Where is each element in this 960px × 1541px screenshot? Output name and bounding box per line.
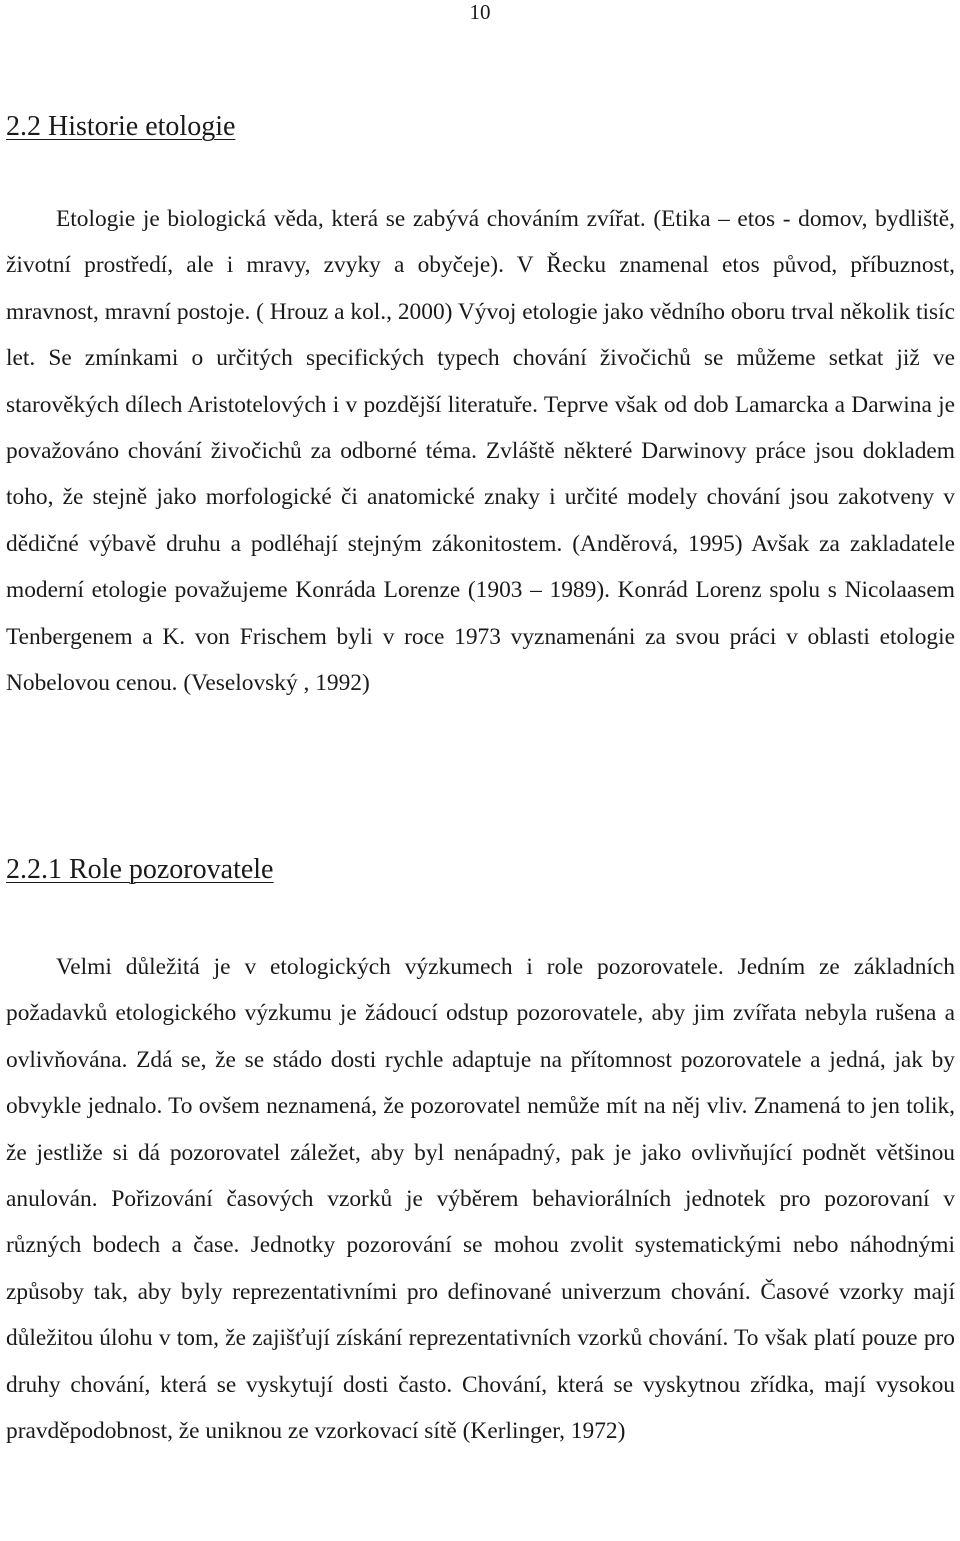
subsection-heading: 2.2.1 Role pozorovatele (6, 854, 274, 885)
subsection-paragraph: Velmi důležitá je v etologických výzkumech i role pozorovatele. Jedním ze základních požadavků etologického výzkumu je žádoucí odstup pozorovatele, aby jim zvířata nebyla rušena a ovlivňována. Zdá se, že se stádo dosti rychle adaptuje na přítomnost pozorovatele a jedná, jak by obvykle jednalo. To ovšem neznamená, že pozorovatel nemůže mít na něj vliv. Znamená to jen tolik, že jestliže si dá pozorovatel záležet, aby byl nenápadný, pak je jako ovlivňující podnět většinou anulován. Pořizování časových vzorků je výběrem behaviorálních jednotek pro pozorovaní v různých bodech a čase. Jednotky pozorování se mohou zvolit systematickými nebo náhodnými způsoby tak, aby byly reprezentativními pro definované univerzum chování. Časové vzorky mají důležitou úlohu v tom, že zajišťují získání reprezentativních vzorků chování. To však platí pouze pro druhy chování, která se vyskytují dosti často. Chování, která se vyskytnou zřídka, mají vysokou pravděpodobnost, že uniknou ze vzorkovací sítě (Kerlinger, 1972) (6, 954, 955, 1445)
section-paragraph: Etologie je biologická věda, která se zabývá chováním zvířat. (Etika – etos - domov, bydliště, životní prostředí, ale i mravy, zvyky a obyčeje). V Řecku znamenal etos původ, příbuznost, mravnost, mravní postoje. ( Hrouz a kol., 2000) Vývoj etologie jako vědního oboru trval několik tisíc let. Se zmínkami o určitých specifických typech chování živočichů se můžeme setkat již ve starověkých dílech Aristotelových i v pozdější literatuře. Teprve však od dob Lamarcka a Darwina je považováno chování živočichů za odborné téma. Zvláště některé Darwinovy práce jsou dokladem toho, že stejně jako morfologické či anatomické znaky i určité modely chování jsou zakotveny v dědičné výbavě druhu a podléhají stejným zákonitostem. (Anděrová, 1995) Avšak za zakladatele moderní etologie považujeme Konráda Lorenze (1903 – 1989). Konrád Lorenz spolu s Nicolaasem Tenbergenem a K. von Frischem byli v roce 1973 vyznamenáni za svou práci v oblasti etologie Nobelovou cenou. (Veselovský , 1992) (6, 206, 955, 697)
section-heading: 2.2 Historie etologie (6, 111, 236, 142)
page-number: 10 (469, 0, 491, 24)
